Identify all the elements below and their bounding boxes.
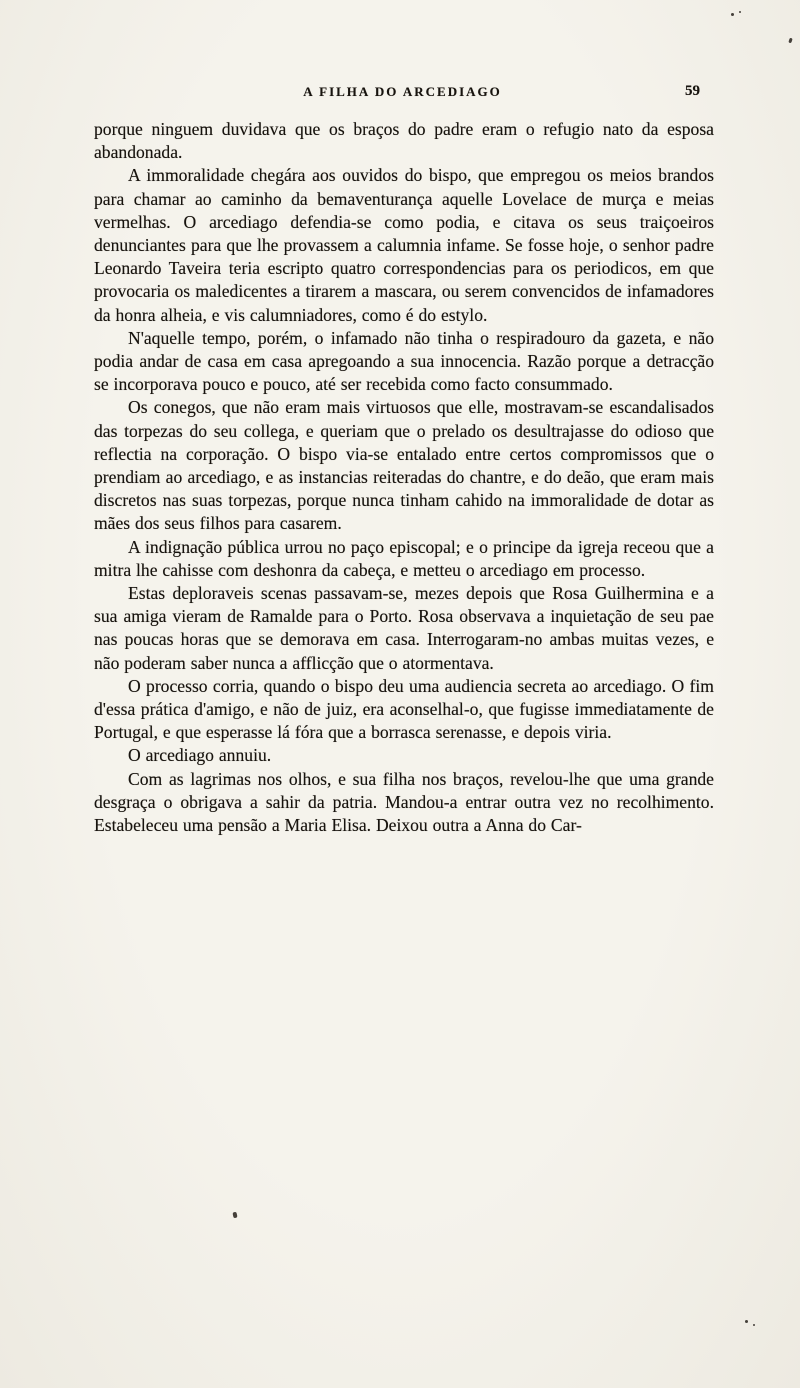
scan-speck bbox=[731, 13, 734, 16]
paragraph: O processo corria, quando o bispo deu uma audiencia secreta ao arcediago. O fim d'essa prática d'amigo, e não de juiz, era aconselhal-o, que fugisse immediatamente de Portugal, e que esperasse lá fóra que a borrasca serenasse, e depois viria. bbox=[94, 675, 714, 743]
scan-speck bbox=[232, 1212, 237, 1219]
paragraph: A immoralidade chegára aos ouvidos do bispo, que empregou os meios brandos para chamar ao caminho da bemaventurança aquelle Lovelace de murça e meias vermelhas. O arcediago defendia-se como podia, e citava os seus traiçoeiros denunciantes para que lhe provassem a calumnia infame. Se fosse hoje, o senhor padre Leonardo Taveira teria escripto quatro correspondencias para os periodicos, em que provocaria os maledicentes a tirarem a mascara, ou serem convencidos de infamadores da honra alheia, e vis calumniadores, como é do estylo. bbox=[94, 165, 714, 325]
paragraph: O arcediago annuiu. bbox=[128, 745, 272, 766]
paragraph: Estas deploraveis scenas passavam-se, mezes depois que Rosa Guilhermina e a sua amiga vieram de Ramalde para o Porto. Rosa observava a inquietação de seu pae nas poucas horas que se demorava em casa. Interrogaram-no ambas muitas vezes, e não poderam saber nunca a afflicção que o atormentava. bbox=[94, 583, 714, 673]
paragraph: N'aquelle tempo, porém, o infamado não tinha o respiradouro da gazeta, e não podia andar de casa em casa apregoando a sua innocencia. Razão porque a detracção se incorporava pouco e pouco, até ser recebida como facto consummado. bbox=[94, 327, 714, 395]
paragraph: Com as lagrimas nos olhos, e sua filha nos braços, revelou-lhe que uma grande desgraça o obrigava a sahir da patria. Mandou-a entrar outra vez no recolhimento. Estabeleceu uma pensão a Maria Elisa. Deixou outra a Anna do Car- bbox=[94, 768, 714, 836]
page-number: 59 bbox=[685, 83, 700, 99]
scan-speck bbox=[739, 11, 741, 13]
paragraph: A indignação pública urrou no paço episcopal; e o principe da igreja receou que a mitra lhe cahisse com deshonra da cabeça, e metteu o arcediago em processo. bbox=[94, 536, 714, 580]
running-title: A FILHA DO ARCEDIAGO bbox=[303, 84, 502, 99]
paragraph: Os conegos, que não eram mais virtuosos que elle, mostravam-se escandalisados das torpezas do seu collega, e queriam que o prelado os desultrajasse do odioso que reflectia na corporação. O bispo via-se entalado entre certos compromissos que o prendiam ao arcediago, e as instancias reiteradas do chantre, e do deão, que eram mais discretos nas suas torpezas, porque nunca tinham cahido na immoralidade de dotar as mães dos seus filhos para casarem. bbox=[94, 397, 714, 534]
page-header bbox=[95, 84, 710, 104]
scan-speck bbox=[753, 1324, 755, 1326]
scan-speck bbox=[788, 38, 792, 44]
scan-speck bbox=[745, 1320, 748, 1323]
body-text bbox=[94, 118, 714, 837]
paragraph: porque ninguem duvidava que os braços do padre eram o refugio nato da esposa abandonada. bbox=[94, 119, 714, 163]
